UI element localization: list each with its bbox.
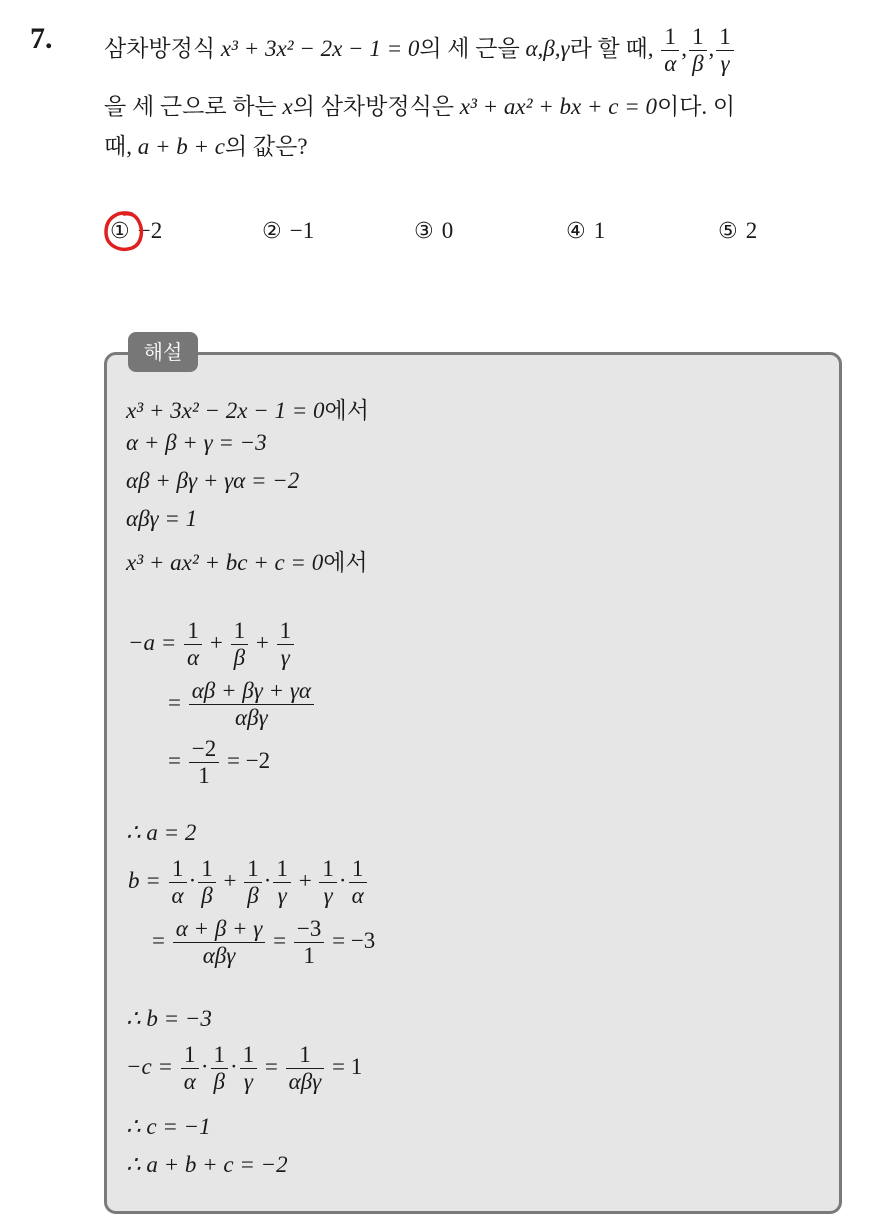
sol-b-conclusion: ∴ b = −3 — [126, 1006, 212, 1031]
question-line-2: 을 세 근으로 하는 x의 삼차방정식은 x³ + ax² + bx + c = 0이다. 이 — [104, 94, 736, 119]
new-cubic-equation: x³ + ax² + bx + c = 0 — [459, 94, 657, 119]
question-line-3: 때, a + b + c의 값은? — [104, 134, 308, 159]
sol-line-4: αβγ = 1 — [126, 506, 198, 531]
answer-circle-mark — [102, 208, 146, 254]
sol-line-3: αβ + βγ + γα = −2 — [126, 468, 300, 493]
choice-3[interactable]: ③ 0 — [414, 218, 454, 244]
sol-a-step-1: −a = $\frac{1}{\alpha}$ + $\frac{1}{\beta}$ + $\frac{1}{\gamma}$ — [128, 618, 296, 672]
sol-final: ∴ a + b + c = −2 — [126, 1152, 288, 1177]
sol-b-step-2: = $\frac{\alpha + \beta + \gamma}{\text{αβγ}}$ = $\frac{-3}{1}$ = −3 — [152, 916, 376, 969]
sol-a-step-3: = $\frac{-2}{1}$ = −2 — [168, 736, 271, 789]
choice-4[interactable]: ④ 1 — [566, 218, 606, 244]
sol-c-conclusion: ∴ c = −1 — [126, 1114, 211, 1139]
sol-line-2: α + β + γ = −3 — [126, 430, 267, 455]
question-text: 삼차방정식 — [104, 36, 221, 62]
question-number: 7. — [30, 22, 53, 55]
sol-c-step: −c = $\frac{1}{\alpha}$ · $\frac{1}{\beta}$ · $\frac{1}{\gamma}$ = $\frac{1}{\text{αβγ}}$ = 1 — [126, 1042, 363, 1095]
question-text: 라 할 때, — [569, 36, 660, 62]
choice-2[interactable]: ② −1 — [262, 218, 315, 244]
sol-a-conclusion: ∴ a = 2 — [126, 820, 197, 845]
fraction-1-gamma: $\frac{1}{\gamma}$ — [716, 24, 734, 78]
fraction-1-beta: $\frac{1}{\beta}$ — [689, 24, 707, 78]
fraction-1-alpha: $\frac{1}{\alpha}$ — [661, 24, 679, 78]
sol-a-step-2: = $\frac{\alpha\beta + \beta\gamma + \gamma\alpha}{\text{αβγ}}$ — [168, 678, 316, 732]
question-text: 의 세 근을 — [419, 36, 526, 62]
sol-b-step-1: b = $\frac{1}{\alpha}$ · $\frac{1}{\beta}$ + $\frac{1}{\beta}$ · $\frac{1}{\gamma}$ + $\frac{1}{\gamma}$ · $\frac{1}{\alpha}$ — [128, 856, 369, 910]
roots: α,β,γ — [525, 36, 570, 62]
cubic-equation: x³ + 3x² − 2x − 1 = 0 — [220, 36, 420, 62]
sol-line-1: x³ + 3x² − 2x − 1 = 0에서 — [126, 398, 369, 423]
choice-1[interactable]: ① −2 — [110, 218, 163, 244]
target-expression: a + b + c — [137, 134, 225, 159]
sol-line-5: x³ + ax² + bc + c = 0에서 — [126, 550, 368, 575]
choice-5[interactable]: ⑤ 2 — [718, 218, 758, 244]
solution-tab: 해설 — [128, 332, 198, 372]
question-line-1: 삼차방정식 x³ + 3x² − 2x − 1 = 0의 세 근을 α,β,γ라 할 때, $\frac{1}{\alpha}$ , $\frac{1}{\beta}$ , $\frac{1}{\gamma}$ — [104, 24, 736, 78]
